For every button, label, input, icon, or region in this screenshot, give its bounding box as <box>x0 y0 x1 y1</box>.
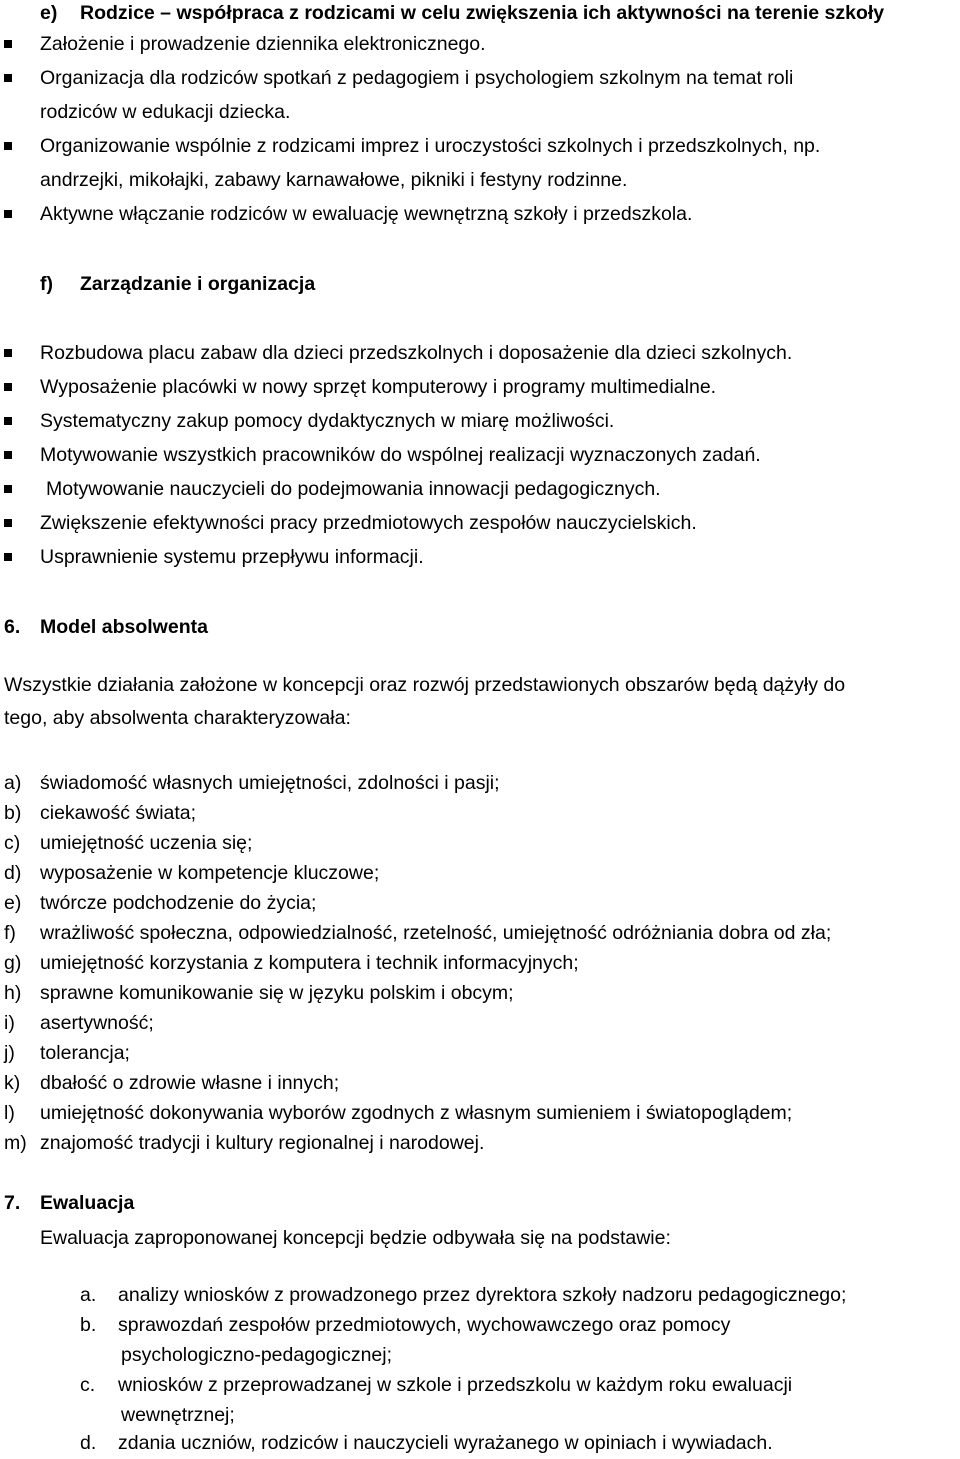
list-item: ciekawość świata; <box>40 802 197 824</box>
list-item-label: b. <box>80 1314 97 1336</box>
section-6-number: 6. <box>4 616 21 638</box>
section-f-label: f) <box>40 273 53 295</box>
bullet-square-icon <box>4 485 12 493</box>
list-item-label: a. <box>80 1284 97 1306</box>
list-item: znajomość tradycji i kultury regionalnej i narodowej. <box>40 1132 485 1154</box>
bullet-square-icon <box>4 451 12 459</box>
list-item-label: d. <box>80 1432 97 1454</box>
section-6-title: Model absolwenta <box>40 616 208 638</box>
list-item: umiejętność dokonywania wyborów zgodnych z własnym sumieniem i światopoglądem; <box>40 1102 793 1124</box>
list-item: Wyposażenie placówki w nowy sprzęt komputerowy i programy multimedialne. <box>40 376 717 398</box>
list-item: sprawozdań zespołów przedmiotowych, wychowawczego oraz pomocy <box>118 1314 731 1336</box>
section-f-heading: Zarządzanie i organizacja <box>80 273 316 295</box>
list-item: dbałość o zdrowie własne i innych; <box>40 1072 340 1094</box>
list-item-label: j) <box>4 1042 15 1064</box>
list-item: Usprawnienie systemu przepływu informacji. <box>40 546 424 568</box>
list-item: umiejętność uczenia się; <box>40 832 253 854</box>
section-e-heading: Rodzice – współpraca z rodzicami w celu zwiększenia ich aktywności na terenie szkoły <box>80 2 885 24</box>
section-7-title: Ewaluacja <box>40 1192 135 1214</box>
list-item-label: g) <box>4 952 22 974</box>
list-item-label: l) <box>4 1102 15 1124</box>
list-item: Aktywne włączanie rodziców w ewaluację wewnętrzną szkoły i przedszkola. <box>40 203 693 225</box>
list-item-label: f) <box>4 922 16 944</box>
list-item-label: d) <box>4 862 22 884</box>
list-item: zdania uczniów, rodziców i nauczycieli wyrażanego w opiniach i wywiadach. <box>118 1432 773 1454</box>
list-item: asertywność; <box>40 1012 154 1034</box>
list-item: twórcze podchodzenie do życia; <box>40 892 317 914</box>
bullet-square-icon <box>4 519 12 527</box>
list-item: Zwiększenie efektywności pracy przedmiotowych zespołów nauczycielskich. <box>40 512 697 534</box>
list-item-label: h) <box>4 982 22 1004</box>
list-item-continuation: rodziców w edukacji dziecka. <box>40 101 291 123</box>
bullet-square-icon <box>4 210 12 218</box>
list-item-label: i) <box>4 1012 15 1034</box>
list-item-label: m) <box>4 1132 27 1154</box>
list-item: wyposażenie w kompetencje kluczowe; <box>40 862 380 884</box>
list-item: Założenie i prowadzenie dziennika elektronicznego. <box>40 33 486 55</box>
bullet-square-icon <box>4 40 12 48</box>
list-item-label: e) <box>4 892 22 914</box>
bullet-square-icon <box>4 383 12 391</box>
list-item: Motywowanie nauczycieli do podejmowania innowacji pedagogicznych. <box>46 478 661 500</box>
list-item-label: a) <box>4 772 22 794</box>
bullet-square-icon <box>4 74 12 82</box>
list-item: tolerancja; <box>40 1042 130 1064</box>
list-item: analizy wniosków z prowadzonego przez dyrektora szkoły nadzoru pedagogicznego; <box>118 1284 847 1306</box>
list-item-label: b) <box>4 802 22 824</box>
list-item-continuation: andrzejki, mikołajki, zabawy karnawałowe, pikniki i festyny rodzinne. <box>40 169 628 191</box>
section-7-intro: Ewaluacja zaproponowanej koncepcji będzie odbywała się na podstawie: <box>40 1227 671 1249</box>
list-item: Systematyczny zakup pomocy dydaktycznych w miarę możliwości. <box>40 410 615 432</box>
list-item: świadomość własnych umiejętności, zdolności i pasji; <box>40 772 500 794</box>
bullet-square-icon <box>4 417 12 425</box>
list-item: Motywowanie wszystkich pracowników do wspólnej realizacji wyznaczonych zadań. <box>40 444 761 466</box>
list-item: Rozbudowa placu zabaw dla dzieci przedszkolnych i doposażenie dla dzieci szkolnych. <box>40 342 793 364</box>
list-item: umiejętność korzystania z komputera i technik informacyjnych; <box>40 952 579 974</box>
bullet-square-icon <box>4 553 12 561</box>
list-item-continuation: wewnętrznej; <box>121 1404 235 1426</box>
section-7-number: 7. <box>4 1192 21 1214</box>
list-item: Organizacja dla rodziców spotkań z pedagogiem i psychologiem szkolnym na temat roli <box>40 67 794 89</box>
bullet-square-icon <box>4 349 12 357</box>
list-item: wniosków z przeprowadzanej w szkole i przedszkolu w każdym roku ewaluacji <box>118 1374 793 1396</box>
list-item: wrażliwość społeczna, odpowiedzialność, rzetelność, umiejętność odróżniania dobra od zła; <box>40 922 832 944</box>
section-e-label: e) <box>40 2 58 24</box>
list-item-label: c. <box>80 1374 96 1396</box>
list-item-label: c) <box>4 832 21 854</box>
list-item: Organizowanie wspólnie z rodzicami imprez i uroczystości szkolnych i przedszkolnych, np. <box>40 135 821 157</box>
section-6-intro-line: tego, aby absolwenta charakteryzowała: <box>4 707 351 729</box>
bullet-square-icon <box>4 142 12 150</box>
list-item-continuation: psychologiczno-pedagogicznej; <box>121 1344 393 1366</box>
section-6-intro-line: Wszystkie działania założone w koncepcji oraz rozwój przedstawionych obszarów będą dążyły do <box>4 674 846 696</box>
list-item-label: k) <box>4 1072 21 1094</box>
list-item: sprawne komunikowanie się w języku polskim i obcym; <box>40 982 514 1004</box>
